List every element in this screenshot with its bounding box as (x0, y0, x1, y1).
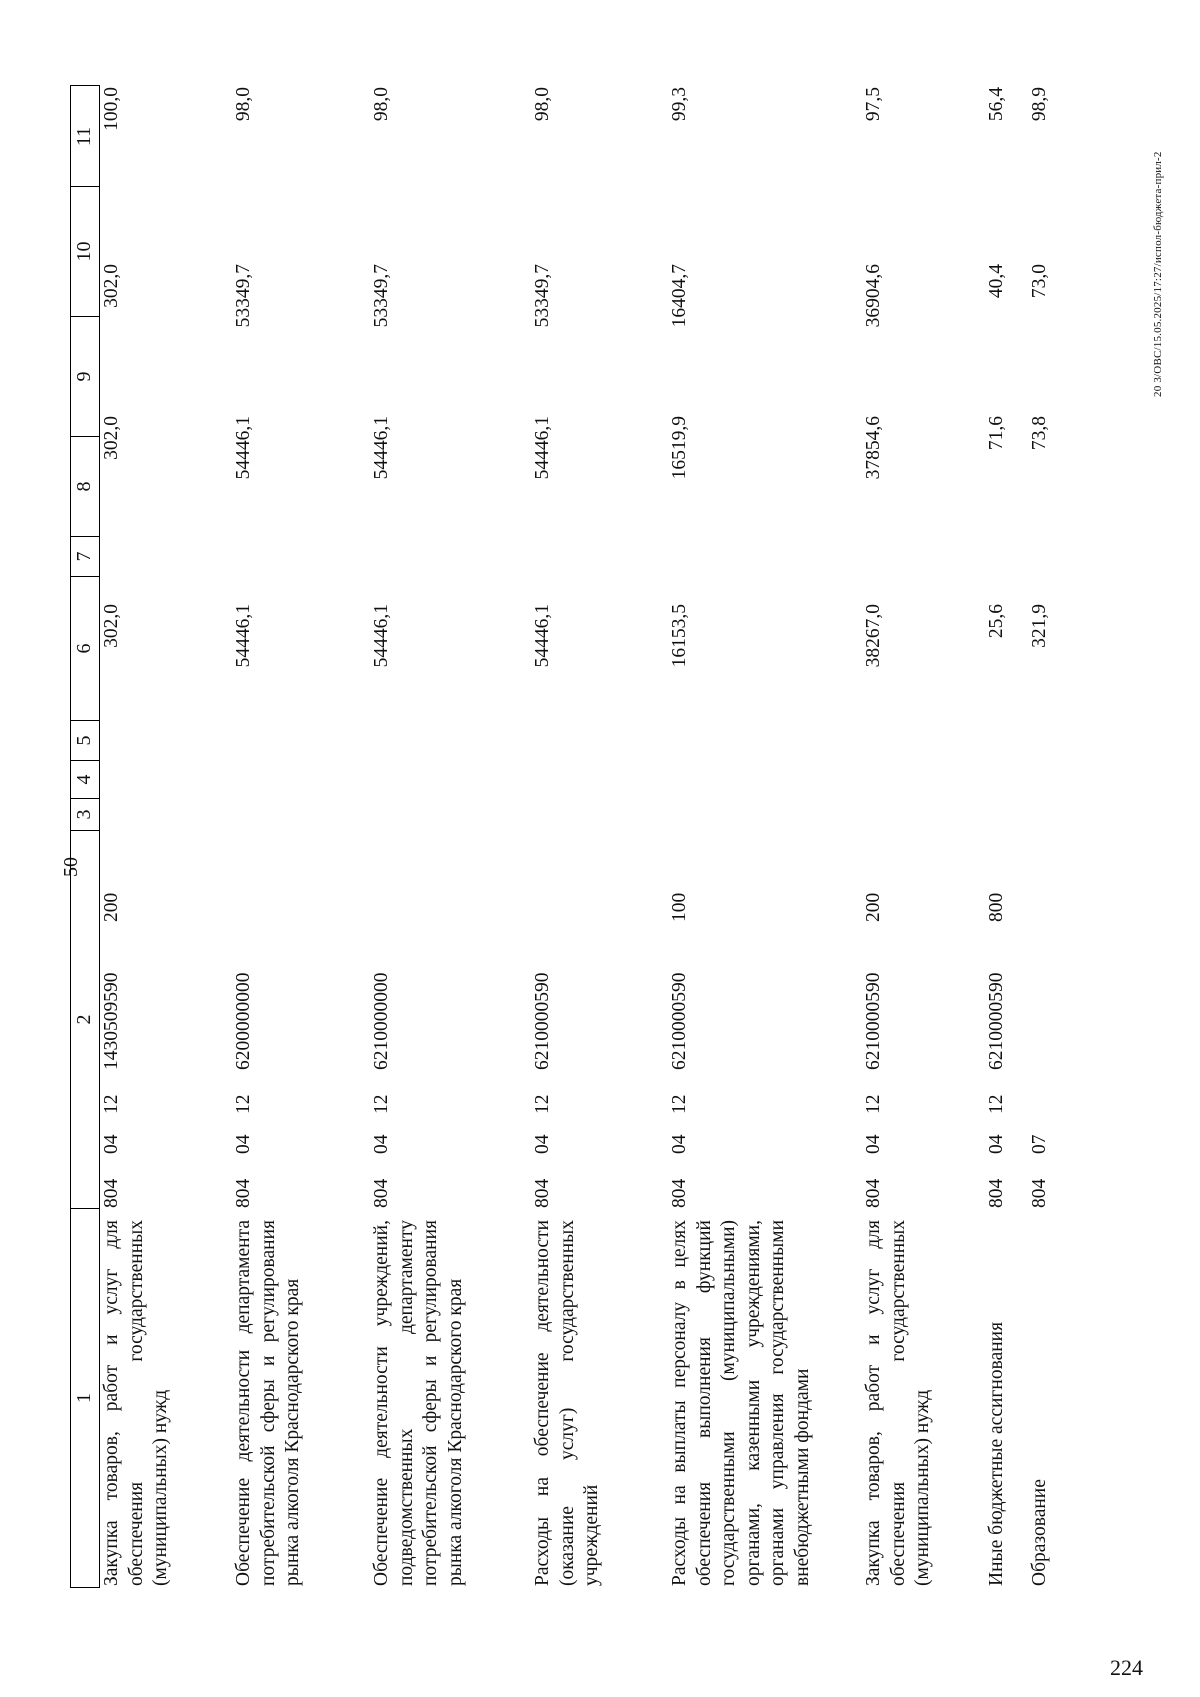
header-cell-2: 2 (71, 831, 99, 1209)
row-cell-9: 302,0 (101, 416, 122, 460)
row-cell-8: 54446,1 (371, 604, 392, 668)
header-cell-9: 9 (71, 317, 99, 437)
header-cell-7: 7 (71, 537, 99, 577)
row-cell-9: 71,6 (986, 416, 1007, 451)
row-description: Обеспечение деятельности учреждений, подведомственных департаменту потребительской сферы и регулирования рынка алкоголя Краснодарского края (371, 1220, 466, 1586)
row-cell-6: 6210000000 (371, 972, 392, 1070)
row-cell-4: 04 (863, 1134, 884, 1154)
header-cell-4: 4 (71, 761, 99, 799)
row-cell-6: 6210000590 (669, 972, 690, 1070)
row-cell-7: 200 (101, 892, 122, 922)
row-cell-4: 07 (1029, 1134, 1050, 1154)
header-cell-6: 6 (71, 577, 99, 721)
row-cell-7: 800 (986, 892, 1007, 922)
row-description: Образование (1029, 1479, 1050, 1586)
row-cell-3: 804 (986, 1178, 1007, 1208)
header-cell-1: 1 (73, 1393, 95, 1403)
row-cell-5: 12 (863, 1094, 884, 1114)
header-row (70, 85, 100, 1588)
row-cell-4: 04 (669, 1134, 690, 1154)
row-cell-3: 804 (1029, 1178, 1050, 1208)
row-cell-11: 100,0 (101, 87, 122, 131)
row-cell-9: 54446,1 (233, 416, 254, 480)
row-cell-9: 16519,9 (669, 416, 690, 480)
row-cell-7: 100 (669, 892, 690, 922)
page-number: 50 (60, 857, 82, 877)
row-cell-8: 38267,0 (863, 604, 884, 668)
row-cell-11: 98,0 (532, 87, 553, 122)
header-cell-5: 5 (71, 721, 99, 761)
row-cell-3: 804 (233, 1178, 254, 1208)
row-cell-5: 12 (371, 1094, 392, 1114)
budget-table (70, 85, 1180, 1588)
row-cell-5: 12 (669, 1094, 690, 1114)
row-cell-6: 1430509590 (101, 972, 122, 1070)
row-cell-11: 97,5 (863, 87, 884, 122)
row-cell-4: 04 (986, 1134, 1007, 1154)
sheet-number: 224 (1110, 1655, 1143, 1680)
row-cell-7: 200 (863, 892, 884, 922)
row-cell-11: 98,0 (371, 87, 392, 122)
row-cell-6: 6200000000 (233, 972, 254, 1070)
row-cell-4: 04 (532, 1134, 553, 1154)
row-cell-3: 804 (101, 1178, 122, 1208)
row-cell-3: 804 (669, 1178, 690, 1208)
row-cell-10: 53349,7 (532, 264, 553, 328)
row-cell-10: 40,4 (986, 264, 1007, 299)
row-cell-4: 04 (371, 1134, 392, 1154)
row-cell-6: 6210000590 (532, 972, 553, 1070)
row-cell-10: 73,0 (1029, 264, 1050, 299)
row-description: Расходы на обеспечение деятельности (оказание услуг) государственных учреждений (532, 1220, 602, 1586)
row-cell-8: 321,9 (1029, 604, 1050, 648)
header-cell-3: 3 (71, 799, 99, 831)
header-cell-8: 8 (71, 437, 99, 537)
row-cell-5: 12 (233, 1094, 254, 1114)
row-cell-3: 804 (532, 1178, 553, 1208)
row-cell-10: 53349,7 (371, 264, 392, 328)
row-cell-5: 12 (532, 1094, 553, 1114)
row-cell-6: 6210000590 (986, 972, 1007, 1070)
row-cell-11: 98,0 (233, 87, 254, 122)
row-cell-4: 04 (101, 1134, 122, 1154)
row-cell-3: 804 (863, 1178, 884, 1208)
row-cell-10: 16404,7 (669, 264, 690, 328)
row-description: Обеспечение деятельности департамента потребительской сферы и регулирования рынка алкоголя Краснодарского края (233, 1220, 303, 1586)
row-cell-9: 54446,1 (371, 416, 392, 480)
row-description: Расходы на выплаты персоналу в целях обеспечения выполнения функций государственными (муниципальными) органами, казенными учреждениями, органами управления государственными внебюджетными фондами (669, 1220, 813, 1586)
row-description: Иные бюджетные ассигнования (986, 1321, 1007, 1586)
footer-code: 20 3/ОВС/15.05.2025/17:27/испол-бюджета-прил-2 (1152, 151, 1164, 397)
row-cell-8: 54446,1 (532, 604, 553, 668)
row-cell-10: 36904,6 (863, 264, 884, 328)
row-cell-3: 804 (371, 1178, 392, 1208)
row-cell-9: 37854,6 (863, 416, 884, 480)
row-cell-9: 54446,1 (532, 416, 553, 480)
row-cell-11: 98,9 (1029, 87, 1050, 122)
row-cell-6: 6210000590 (863, 972, 884, 1070)
row-cell-8: 54446,1 (233, 604, 254, 668)
row-cell-8: 25,6 (986, 604, 1007, 639)
row-cell-11: 56,4 (986, 87, 1007, 122)
row-description: Закупка товаров, работ и услуг для обеспечения государственных (муниципальных) нужд (101, 1220, 171, 1586)
row-cell-8: 16153,5 (669, 604, 690, 668)
row-cell-11: 99,3 (669, 87, 690, 122)
row-cell-8: 302,0 (101, 604, 122, 648)
row-cell-5: 12 (101, 1094, 122, 1114)
header-cell-11: 11 (71, 87, 99, 187)
row-cell-10: 302,0 (101, 264, 122, 308)
row-cell-9: 73,8 (1029, 416, 1050, 451)
row-cell-4: 04 (233, 1134, 254, 1154)
row-cell-5: 12 (986, 1094, 1007, 1114)
row-cell-10: 53349,7 (233, 264, 254, 328)
header-cell-10: 10 (71, 187, 99, 317)
row-description: Закупка товаров, работ и услуг для обеспечения государственных (муниципальных) нужд (863, 1220, 933, 1586)
